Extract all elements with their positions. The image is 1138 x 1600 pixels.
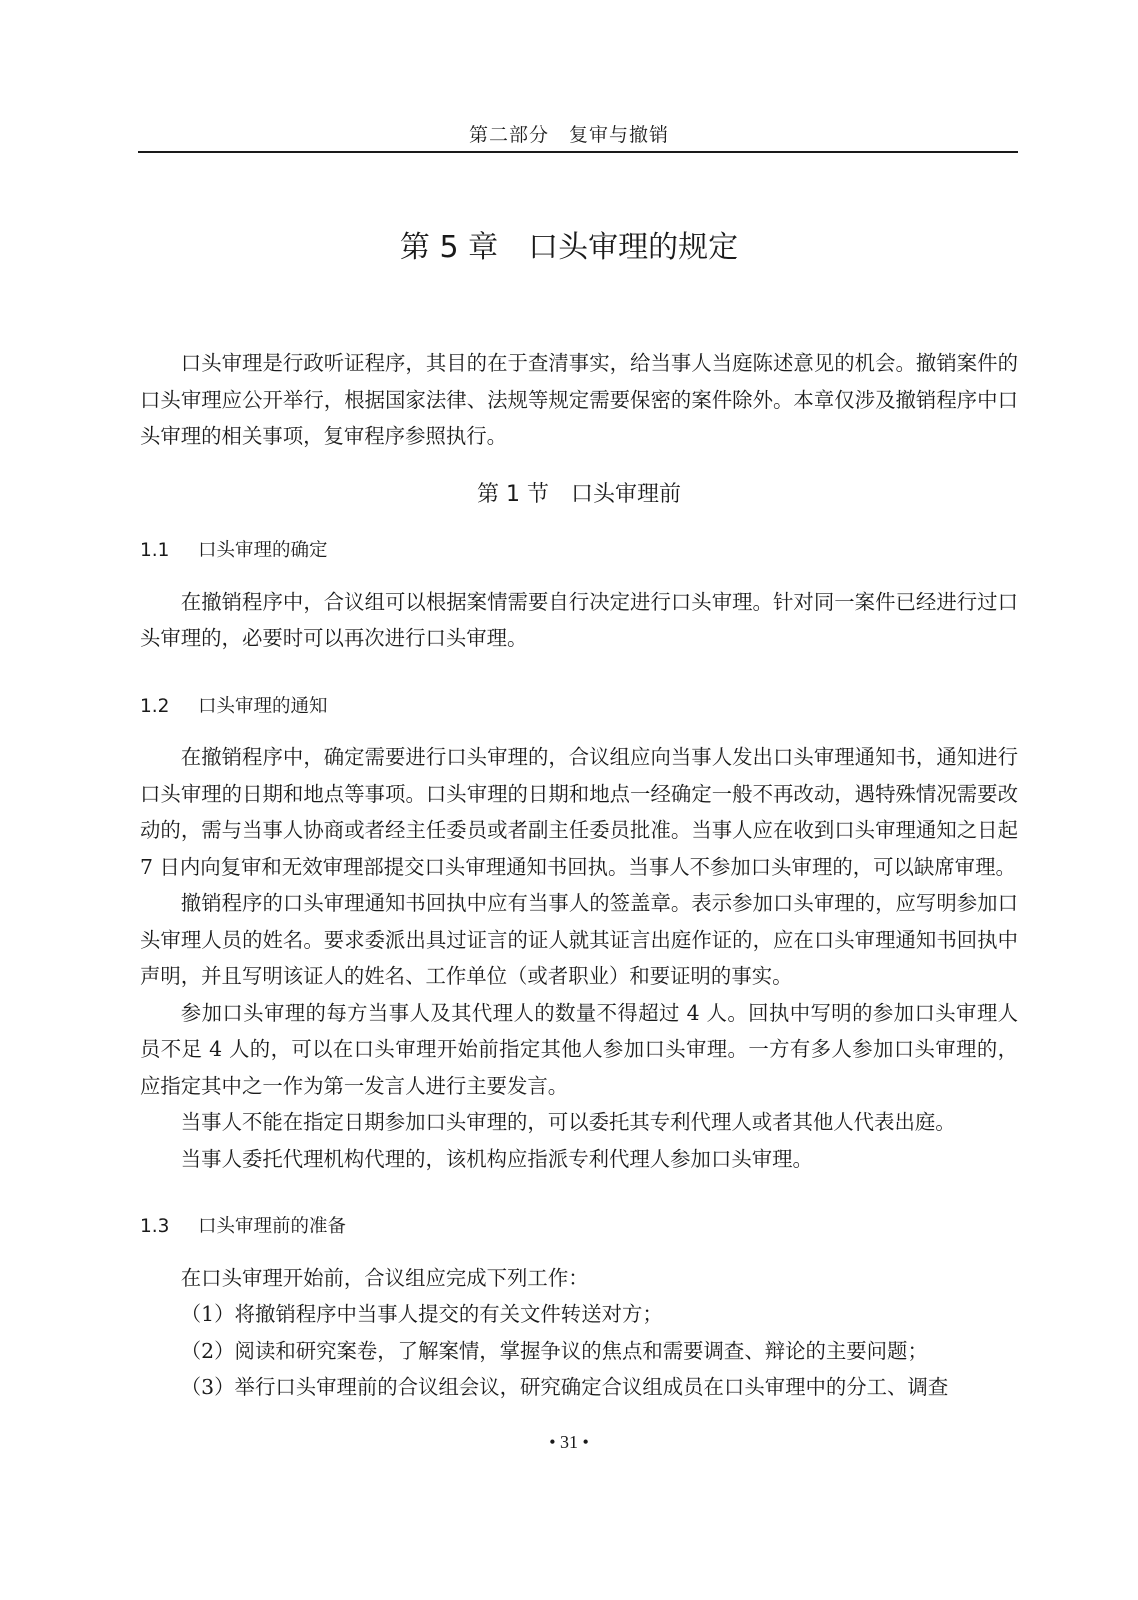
paragraph: 在撤销程序中，合议组可以根据案情需要自行决定进行口头审理。针对同一案件已经进行过口头审理的，必要时可以再次进行口头审理。 [140,589,1018,650]
subsection-title: 口头审理前的准备 [198,1216,347,1237]
chapter-title: 第 5 章 口头审理的规定 [399,230,739,265]
subsection-title: 口头审理的确定 [198,540,328,561]
subsection-number: 1.3 [140,1216,170,1237]
paragraph: 在口头审理开始前，合议组应完成下列工作： [180,1265,589,1290]
subsection-title: 口头审理的通知 [198,695,328,717]
subsection-heading-1-1 [140,533,1018,570]
paragraph: 在撤销程序中，确定需要进行口头审理的，合议组应向当事人发出口头审理通知书，通知进行口头审理的日期和地点等事项。口头审理的日期和地点一经确定一般不再改动，遇特殊情况需要改动的，需与当事人协商或者经主任委员或者副主任委员批准。当事人应在收到口头审理通知之日起 7 日内向复审和无效审理部提交口头审理通知书回执。当事人不参加口头审理的，可以缺席审理。 [140,745,1018,879]
header-rule [138,151,1018,153]
paragraph: 当事人不能在指定日期参加口头审理的，可以委托其专利代理人或者其他人代表出庭。 [180,1110,956,1134]
subsection-heading-1-3 [140,1209,1018,1246]
subsection-heading-1-2 [140,689,1018,726]
subsection-number: 1.2 [140,695,170,717]
subsection-number: 1.1 [140,540,170,561]
paragraph: 当事人委托代理机构代理的，该机构应指派专利代理人参加口头审理。 [180,1146,813,1171]
paragraph: 撤销程序的口头审理通知书回执中应有当事人的签盖章。表示参加口头审理的，应写明参加口头审理人员的姓名。要求委派出具过证言的证人就其证言出庭作证的，应在口头审理通知书回执中声明，并且写明该证人的姓名、工作单位（或者职业）和要证明的事实。 [140,891,1018,988]
list-item: （2）阅读和研究案卷，了解案情，掌握争议的焦点和需要调查、辩论的主要问题； [180,1338,928,1363]
intro-paragraph: 口头审理是行政听证程序，其目的在于查清事实，给当事人当庭陈述意见的机会。撤销案件的口头审理应公开举行，根据国家法律、法规等规定需要保密的案件除外。本章仅涉及撤销程序中口头审理的相关事项，复审程序参照执行。 [140,351,1018,448]
section-title: 第 1 节 口头审理前 [477,481,681,507]
page-number: • 31 • [549,1432,589,1452]
page-content [140,345,1018,1406]
list-item: （3）举行口头审理前的合议组会议，研究确定合议组成员在口头审理中的分工、调查 [180,1375,949,1399]
paragraph: 参加口头审理的每方当事人及其代理人的数量不得超过 4 人。回执中写明的参加口头审理人员不足 4 人的，可以在口头审理开始前指定其他人参加口头审理。一方有多人参加口头审理的，应指定其中之一作为第一发言人进行主要发言。 [140,1000,1018,1098]
running-header: 第二部分 复审与撤销 [468,124,669,146]
list-item: （1）将撤销程序中当事人提交的有关文件转送对方； [180,1302,663,1326]
